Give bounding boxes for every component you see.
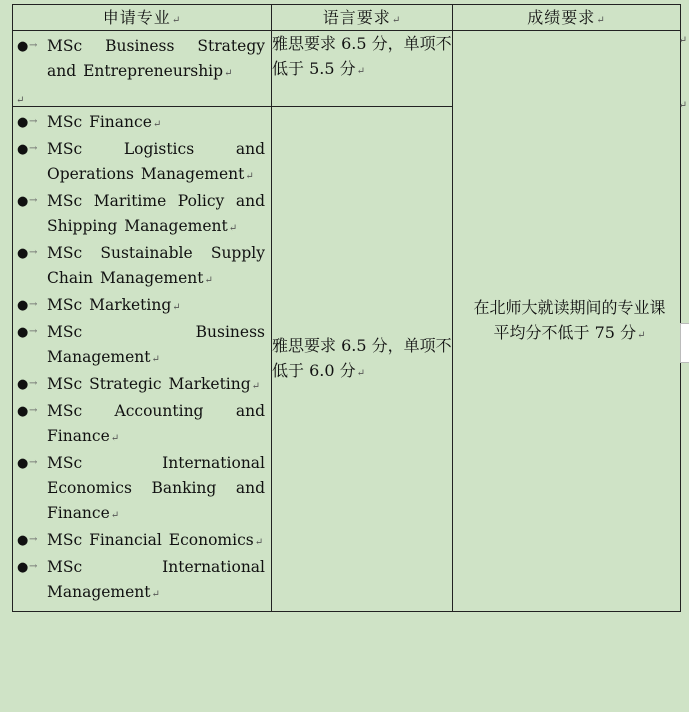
program-list-item [17, 110, 265, 137]
group2-program-list [13, 107, 271, 611]
bullet-icon: ● [17, 246, 29, 261]
bullet-icon: ● [17, 404, 29, 419]
tab-arrow-icon: → [29, 457, 38, 468]
header-row [13, 5, 681, 31]
edge-mark: ↵ [678, 35, 687, 46]
tab-arrow-icon: → [29, 116, 38, 127]
group2-language-cell: 雅思要求 6.5 分，单项不低于 6.0 分 ↵ [272, 107, 453, 612]
program-list-item [17, 528, 265, 555]
program-name: MSc Sustainable Supply Chain Management ↵ [47, 244, 265, 287]
bullet-icon: ● [17, 325, 29, 340]
edge-mark: ↵ [678, 100, 687, 111]
tab-arrow-icon: → [29, 247, 38, 258]
program-list-item [17, 555, 265, 607]
tab-arrow-icon: → [29, 40, 38, 51]
requirements-table [12, 4, 681, 612]
tab-arrow-icon: → [29, 378, 38, 389]
program-list-item [17, 293, 265, 320]
bullet-icon: ● [17, 194, 29, 209]
bullet-icon: ● [17, 560, 29, 575]
tab-arrow-icon: → [29, 299, 38, 310]
program-name: MSc Business Strategy and Entrepreneurship ↵ [47, 37, 265, 80]
header-language: 语言要求 ↵ [272, 5, 453, 31]
tab-arrow-icon: → [29, 195, 38, 206]
tab-arrow-icon: → [29, 534, 38, 545]
group2-program-cell [13, 107, 272, 612]
program-name: MSc Accounting and Finance ↵ [47, 402, 265, 445]
program-name: MSc International Management ↵ [47, 558, 265, 601]
program-list-item [17, 241, 265, 293]
grades-cell [453, 31, 681, 612]
paragraph-mark: ↵ [16, 95, 25, 106]
group1-row [13, 31, 681, 107]
tab-arrow-icon: → [29, 143, 38, 154]
header-program: 申请专业 ↵ [13, 5, 272, 31]
program-name: MSc International Economics Banking and Finance ↵ [47, 454, 265, 522]
bullet-icon: ● [17, 142, 29, 157]
bullet-icon: ● [17, 377, 29, 392]
program-list-item [17, 399, 265, 451]
bullet-icon: ● [17, 115, 29, 130]
program-name: MSc Logistics and Operations Management ↵ [47, 140, 265, 183]
grades-requirement: 在北师大就读期间的专业课平均分不低于 75 分 ↵ [453, 295, 680, 348]
program-list-item [17, 372, 265, 399]
header-grades: 成绩要求 ↵ [453, 5, 681, 31]
program-list-item [17, 320, 265, 372]
tab-arrow-icon: → [29, 326, 38, 337]
program-name: MSc Financial Economics ↵ [47, 531, 263, 549]
bullet-icon: ● [17, 533, 29, 548]
tab-arrow-icon: → [29, 405, 38, 416]
group1-program-list [13, 31, 271, 90]
program-name: MSc Finance ↵ [47, 113, 161, 131]
program-name: MSc Strategic Marketing ↵ [47, 375, 260, 393]
program-list-item [17, 137, 265, 189]
bullet-icon: ● [17, 298, 29, 313]
program-list-item [17, 451, 265, 528]
program-name: MSc Maritime Policy and Shipping Management ↵ [47, 192, 265, 235]
program-name: MSc Business Management ↵ [47, 323, 265, 366]
bullet-icon: ● [17, 39, 29, 54]
group1-language-cell: 雅思要求 6.5 分，单项不低于 5.5 分 ↵ [272, 31, 453, 107]
group1-program-cell [13, 31, 272, 107]
program-name: MSc Marketing ↵ [47, 296, 181, 314]
program-list-item [17, 34, 265, 86]
bullet-icon: ● [17, 456, 29, 471]
tab-arrow-icon: → [29, 561, 38, 572]
side-scroll-tab[interactable] [680, 323, 689, 363]
program-list-item [17, 189, 265, 241]
